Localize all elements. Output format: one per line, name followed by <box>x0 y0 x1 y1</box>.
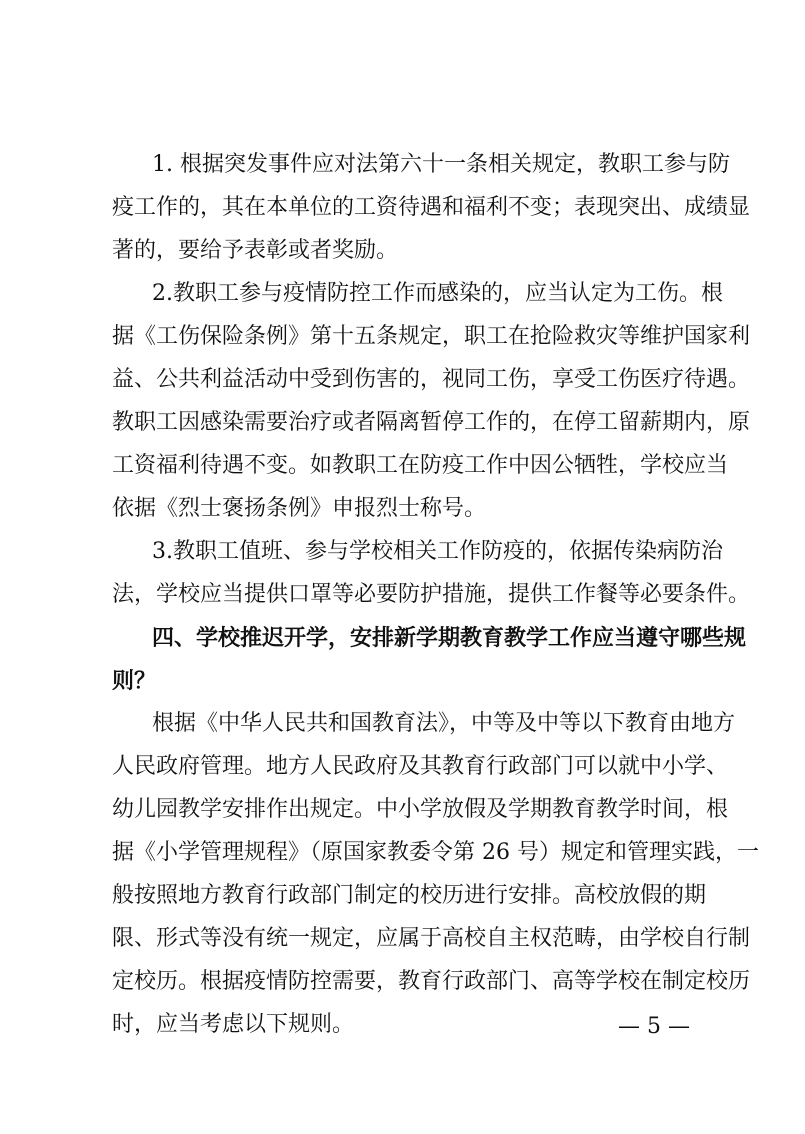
paragraph-2-line-5: 工资福利待遇不变。如教职工在防疫工作中因公牺牲，学校应当 <box>112 453 729 478</box>
paragraph-4-line-3: 幼儿园教学安排作出规定。中小学放假及学期教育教学时间，根 <box>112 797 729 822</box>
paragraph-4-line-8: 时，应当考虑以下规则。 <box>112 1012 355 1037</box>
paragraph-4-line-6: 限、形式等没有统一规定，应属于高校自主权范畴，由学校自行制 <box>112 926 751 951</box>
paragraph-1-line-3: 著的，要给予表彰或者奖励。 <box>112 238 399 263</box>
section-heading-line-1: 四、学校推迟开学，安排新学期教育教学工作应当遵守哪些规 <box>152 625 747 651</box>
paragraph-2-line-6: 依据《烈士褒扬条例》申报烈士称号。 <box>112 496 487 521</box>
paragraph-2-line-3: 益、公共利益活动中受到伤害的，视同工伤，享受工伤医疗待遇。 <box>112 367 751 392</box>
paragraph-4-line-5: 般按照地方教育行政部门制定的校历进行安排。高校放假的期 <box>112 883 707 908</box>
paragraph-3-line-2: 法，学校应当提供口罩等必要防护措施，提供工作餐等必要条件。 <box>112 582 751 607</box>
paragraph-4-line-2: 人民政府管理。地方人民政府及其教育行政部门可以就中小学、 <box>112 754 729 779</box>
paragraph-1-line-2: 疫工作的，其在本单位的工资待遇和福利不变；表现突出、成绩显 <box>112 195 751 220</box>
paragraph-3-line-1: 3.教职工值班、参与学校相关工作防疫的，依据传染病防治 <box>152 539 723 564</box>
page-number: — 5 — <box>618 1014 690 1039</box>
paragraph-4-line-1: 根据《中华人民共和国教育法》，中等及中等以下教育由地方 <box>152 711 736 736</box>
paragraph-1-line-1: 1. 根据突发事件应对法第六十一条相关规定，教职工参与防 <box>152 152 730 177</box>
paragraph-2-line-2: 据《工伤保险条例》第十五条规定，职工在抢险救灾等维护国家利 <box>112 324 751 349</box>
section-heading-line-2: 则？ <box>112 668 157 694</box>
paragraph-4-line-4: 据《小学管理规程》（原国家教委令第 26 号）规定和管理实践，一 <box>112 840 759 865</box>
paragraph-2-line-1: 2.教职工参与疫情防控工作而感染的，应当认定为工伤。根 <box>152 281 723 306</box>
paragraph-2-line-4: 教职工因感染需要治疗或者隔离暂停工作的，在停工留薪期内，原 <box>112 410 751 435</box>
paragraph-4-line-7: 定校历。根据疫情防控需要，教育行政部门、高等学校在制定校历 <box>112 969 751 994</box>
